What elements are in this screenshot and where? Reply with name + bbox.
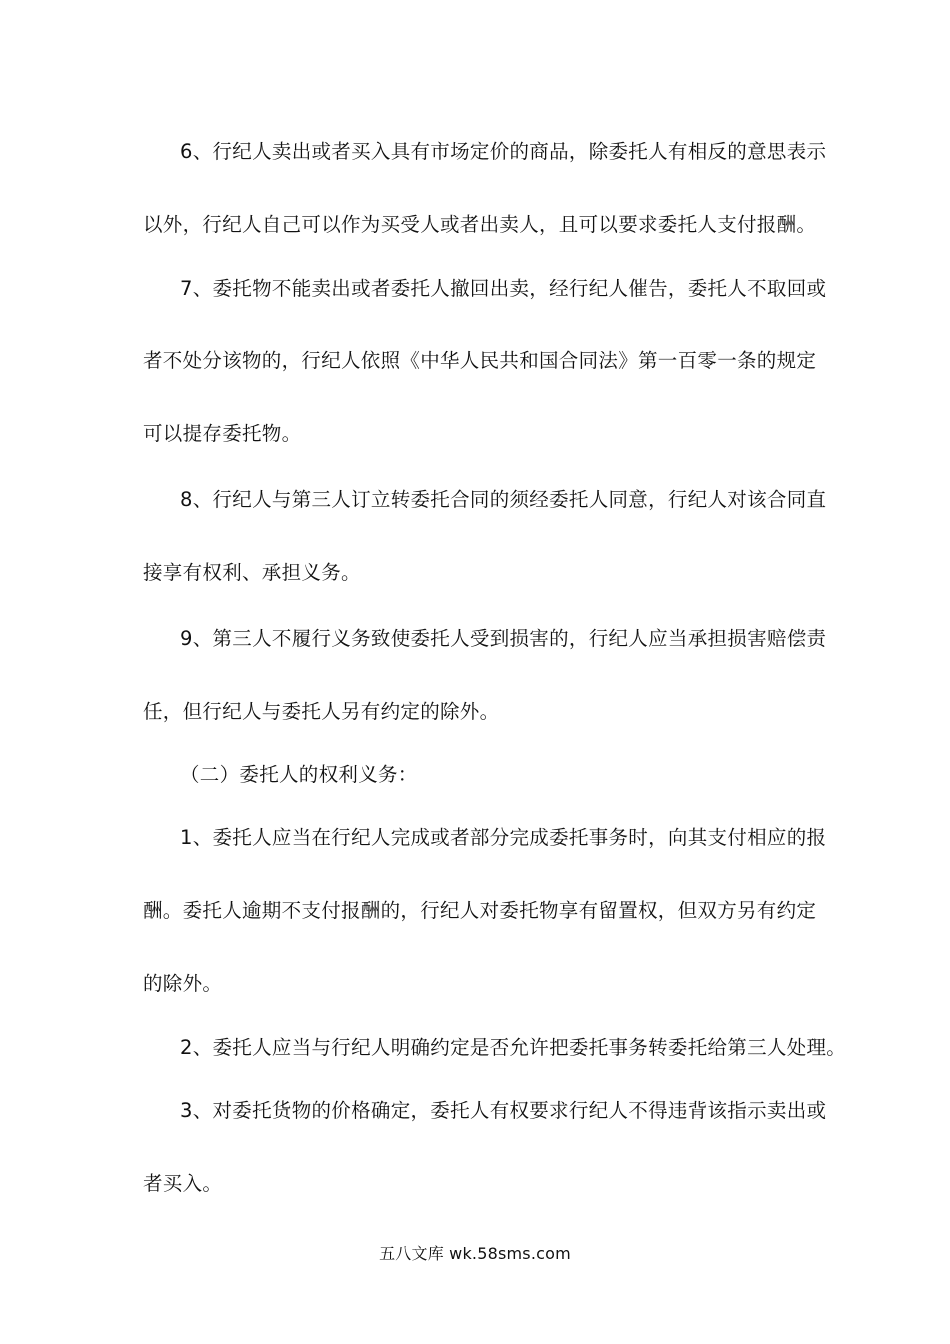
clause-1-line-1: 1、委托人应当在行纪人完成或者部分完成委托事务时，向其支付相应的报 bbox=[180, 826, 827, 849]
paragraph-7-line-2: 者不处分该物的，行纪人依照《中华人民共和国合同法》第一百零一条的规定 bbox=[143, 349, 817, 372]
paragraph-8-line-1: 8、行纪人与第三人订立转委托合同的须经委托人同意，行纪人对该合同直 bbox=[180, 488, 827, 511]
clause-1-line-3: 的除外。 bbox=[143, 972, 223, 995]
paragraph-9-line-1: 9、第三人不履行义务致使委托人受到损害的，行纪人应当承担损害赔偿责 bbox=[180, 627, 827, 650]
clause-1-line-2: 酬。委托人逾期不支付报酬的，行纪人对委托物享有留置权，但双方另有约定 bbox=[143, 899, 817, 922]
footer-watermark: 五八文库 wk.58sms.com bbox=[379, 1244, 571, 1263]
paragraph-7-line-1: 7、委托物不能卖出或者委托人撤回出卖，经行纪人催告，委托人不取回或 bbox=[180, 277, 827, 300]
paragraph-8-line-2: 接享有权利、承担义务。 bbox=[143, 561, 361, 584]
paragraph-6-line-2: 以外，行纪人自己可以作为买受人或者出卖人，且可以要求委托人支付报酬。 bbox=[143, 213, 817, 236]
clause-3-line-1: 3、对委托货物的价格确定，委托人有权要求行纪人不得违背该指示卖出或 bbox=[180, 1099, 827, 1122]
clause-2-line-1: 2、委托人应当与行纪人明确约定是否允许把委托事务转委托给第三人处理。 bbox=[180, 1036, 847, 1059]
paragraph-9-line-2: 任，但行纪人与委托人另有约定的除外。 bbox=[143, 700, 500, 723]
clause-3-line-2: 者买入。 bbox=[143, 1172, 223, 1195]
paragraph-7-line-3: 可以提存委托物。 bbox=[143, 422, 302, 445]
paragraph-6-line-1: 6、行纪人卖出或者买入具有市场定价的商品，除委托人有相反的意思表示 bbox=[180, 140, 827, 163]
section-heading: （二）委托人的权利义务： bbox=[180, 763, 418, 786]
